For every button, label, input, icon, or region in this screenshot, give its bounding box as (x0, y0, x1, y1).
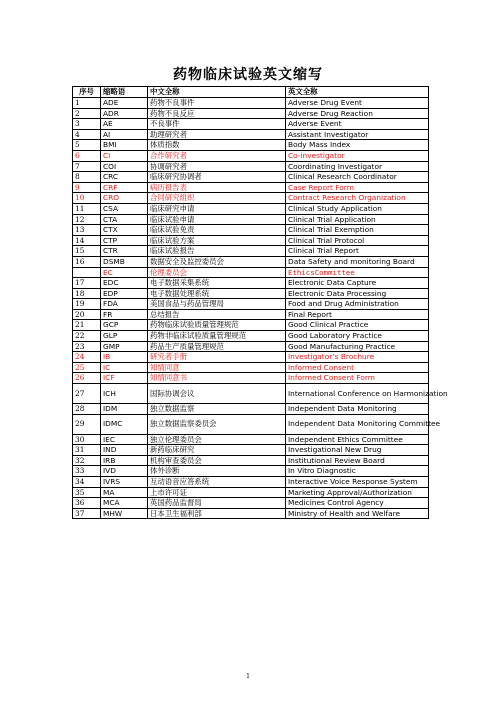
abbreviation-table (72, 86, 448, 519)
table-row (73, 235, 429, 246)
row-english-name: EthicsCommittee (286, 267, 429, 278)
row-english-name: Data Safety and monitoring Board (286, 256, 429, 267)
row-chinese-name: 体外诊断 (148, 466, 286, 477)
row-number: 29 (73, 414, 101, 434)
row-number: 17 (73, 278, 101, 289)
table-row (73, 140, 429, 151)
table-row (73, 498, 429, 509)
row-english-name: Independent Data Monitoring (286, 404, 429, 415)
row-english-name: Adverse Drug Reaction (286, 108, 429, 119)
row-number: 11 (73, 203, 101, 214)
row-chinese-name: 助理研究者 (148, 129, 286, 140)
row-abbreviation: IDMC (101, 414, 148, 434)
row-abbreviation: AE (101, 119, 148, 130)
row-number: 31 (73, 445, 101, 456)
row-number: 37 (73, 508, 101, 519)
row-number: 13 (73, 225, 101, 236)
table-row (73, 129, 429, 140)
row-abbreviation: CI (101, 150, 148, 161)
row-chinese-name: 合同研究组织 (148, 193, 286, 204)
row-english-name: Electronic Data Processing (286, 288, 429, 299)
row-number: 19 (73, 299, 101, 310)
table-row (73, 150, 429, 161)
row-abbreviation: BMI (101, 140, 148, 151)
row-number: 16 (73, 256, 101, 267)
row-abbreviation: AI (101, 129, 148, 140)
table-row (73, 214, 429, 225)
table-row (73, 414, 429, 434)
table-row (73, 256, 429, 267)
table-row (73, 341, 429, 352)
row-english-name: Ministry of Health and Welfare (286, 508, 429, 519)
row-chinese-name: 合作研究者 (148, 150, 286, 161)
row-abbreviation: IND (101, 445, 148, 456)
row-chinese-name: 独立数据监察 (148, 404, 286, 415)
table-row (73, 455, 429, 466)
row-abbreviation: ADR (101, 108, 148, 119)
row-english-name: Informed Consent Form (286, 373, 429, 384)
row-number: 2 (73, 108, 101, 119)
row-abbreviation: IEC (101, 434, 148, 445)
row-abbreviation: GCP (101, 320, 148, 331)
table-row (73, 477, 429, 488)
row-chinese-name: 知情同意书 (148, 373, 286, 384)
row-chinese-name: 药品生产质量管理规范 (148, 341, 286, 352)
row-english-name: Assistant Investigator (286, 129, 429, 140)
row-chinese-name: 知情同意 (148, 362, 286, 373)
row-chinese-name: 临床试验方案 (148, 235, 286, 246)
row-number: 6 (73, 150, 101, 161)
row-english-name: Informed Consent (286, 362, 429, 373)
table-row (73, 362, 429, 373)
table-row (73, 320, 429, 331)
page-title: 药物临床试验英文缩写 (173, 67, 323, 83)
table-row (73, 299, 429, 310)
row-abbreviation: FDA (101, 299, 148, 310)
table-header (73, 87, 429, 98)
row-abbreviation: EDP (101, 288, 148, 299)
row-abbreviation: GLP (101, 331, 148, 342)
table-row (73, 182, 429, 193)
row-abbreviation: ICF (101, 373, 148, 384)
row-english-name: Food and Drug Administration (286, 299, 429, 310)
row-number: 18 (73, 288, 101, 299)
row-abbreviation: GMP (101, 341, 148, 352)
row-abbreviation: CRO (101, 193, 148, 204)
row-number: 7 (73, 161, 101, 172)
table-row (73, 352, 429, 363)
table-row (73, 225, 429, 236)
row-number: 24 (73, 352, 101, 363)
row-number: 28 (73, 404, 101, 415)
row-number: 3 (73, 119, 101, 130)
row-abbreviation: EDC (101, 278, 148, 289)
row-number: 32 (73, 455, 101, 466)
row-chinese-name: 临床试验免责 (148, 225, 286, 236)
row-english-name: Institutional Review Board (286, 455, 429, 466)
row-chinese-name: 不良事件 (148, 119, 286, 130)
table-row (73, 203, 429, 214)
row-chinese-name: 研究者手册 (148, 352, 286, 363)
row-english-name: Contract Research Organization (286, 193, 429, 204)
row-number: 4 (73, 129, 101, 140)
row-abbreviation: MHW (101, 508, 148, 519)
table-row (73, 172, 429, 183)
header-number: 序号 (73, 87, 101, 98)
row-number: 5 (73, 140, 101, 151)
row-chinese-name: 药物临床试验质量管理规范 (148, 320, 286, 331)
row-chinese-name: 药物非临床试验质量管理规范 (148, 331, 286, 342)
row-english-name: Good Laboratory Practice (286, 331, 429, 342)
row-english-name: Clinical Study Application (286, 203, 429, 214)
table-row (73, 373, 429, 384)
row-abbreviation: CTP (101, 235, 148, 246)
row-number: 22 (73, 331, 101, 342)
row-chinese-name: 病历报告表 (148, 182, 286, 193)
table-row (73, 108, 429, 119)
row-english-name: Clinical Trial Application (286, 214, 429, 225)
row-english-name: Good Manufacturing Practice (286, 341, 429, 352)
row-english-name: Medicines Control Agency (286, 498, 429, 509)
row-abbreviation: CTX (101, 225, 148, 236)
row-chinese-name: 电子数据采集系统 (148, 278, 286, 289)
row-english-name: Investigational New Drug (286, 445, 429, 456)
row-chinese-name: 日本卫生福利部 (148, 508, 286, 519)
row-english-name: Co-investigator (286, 150, 429, 161)
table-row (73, 246, 429, 257)
table-row (73, 404, 429, 415)
row-english-name: Independent Ethics Committee (286, 434, 429, 445)
row-english-name: Coordinating Investigator (286, 161, 429, 172)
row-number: 1 (73, 98, 101, 109)
table-row (73, 331, 429, 342)
row-abbreviation: CTA (101, 214, 148, 225)
row-number: 35 (73, 487, 101, 498)
row-abbreviation: IDM (101, 404, 148, 415)
row-number: 21 (73, 320, 101, 331)
row-chinese-name: 独立伦理委员会 (148, 434, 286, 445)
row-chinese-name: 美国食品与药品管理局 (148, 299, 286, 310)
row-abbreviation: DSMB (101, 256, 148, 267)
row-abbreviation: IVD (101, 466, 148, 477)
row-english-name: Body Mass Index (286, 140, 429, 151)
row-number: 25 (73, 362, 101, 373)
row-english-name: Electronic Data Capture (286, 278, 429, 289)
row-chinese-name: 药物不良事件 (148, 98, 286, 109)
table-row (73, 384, 429, 404)
row-number: 23 (73, 341, 101, 352)
row-english-name: Interactive Voice Response System (286, 477, 429, 488)
row-chinese-name: 上市许可证 (148, 487, 286, 498)
row-chinese-name: 药物不良反应 (148, 108, 286, 119)
table-row (73, 161, 429, 172)
row-abbreviation: IRB (101, 455, 148, 466)
row-english-name: Adverse Event (286, 119, 429, 130)
row-number: 9 (73, 182, 101, 193)
row-number: 8 (73, 172, 101, 183)
row-english-name: Adverse Drug Event (286, 98, 429, 109)
row-chinese-name: 机构审查委员会 (148, 455, 286, 466)
row-abbreviation: IC (101, 362, 148, 373)
row-english-name: Marketing Approval/Authorization (286, 487, 429, 498)
row-abbreviation: CRC (101, 172, 148, 183)
row-chinese-name: 临床试验申请 (148, 214, 286, 225)
row-abbreviation: COI (101, 161, 148, 172)
table-header-row (73, 87, 429, 98)
header-chinese-name: 中文全称 (148, 87, 286, 98)
row-chinese-name: 临床研究申请 (148, 203, 286, 214)
row-number: 10 (73, 193, 101, 204)
row-chinese-name: 体质指数 (148, 140, 286, 151)
row-english-name: Investigator’s Brochure (286, 352, 429, 363)
row-chinese-name: 临床研究协调者 (148, 172, 286, 183)
row-abbreviation: ICH (101, 384, 148, 404)
row-english-name: Clinical Research Coordinator (286, 172, 429, 183)
row-number: 27 (73, 384, 101, 404)
header-english-name: 英文全称 (286, 87, 429, 98)
row-number: 15 (73, 246, 101, 257)
table-row (73, 288, 429, 299)
table-row (73, 267, 429, 278)
row-chinese-name: 英国药品监督局 (148, 498, 286, 509)
table-row (73, 487, 429, 498)
row-number (73, 267, 101, 278)
row-number: 20 (73, 309, 101, 320)
page-number: 1 (246, 673, 250, 680)
table-row (73, 309, 429, 320)
row-english-name: Clinical Trial Exemption (286, 225, 429, 236)
row-chinese-name: 临床试验报告 (148, 246, 286, 257)
table-row (73, 193, 429, 204)
table-row (73, 119, 429, 130)
row-english-name: Final Report (286, 309, 429, 320)
row-number: 36 (73, 498, 101, 509)
row-english-name: International Conference on Harmonization (286, 384, 429, 404)
row-chinese-name: 互动语音应答系统 (148, 477, 286, 488)
row-english-name: Clinical Trial Report (286, 246, 429, 257)
row-english-name: In Vitro Diagnostic (286, 466, 429, 477)
row-abbreviation: IVRS (101, 477, 148, 488)
row-english-name: Case Report Form (286, 182, 429, 193)
row-abbreviation: MCA (101, 498, 148, 509)
header-abbreviation: 缩略语 (101, 87, 148, 98)
row-english-name: Independent Data Monitoring Committee (286, 414, 429, 434)
row-number: 26 (73, 373, 101, 384)
row-abbreviation: MA (101, 487, 148, 498)
row-chinese-name: 协调研究者 (148, 161, 286, 172)
table-row (73, 445, 429, 456)
row-chinese-name: 伦理委员会 (148, 267, 286, 278)
table-row (73, 466, 429, 477)
row-abbreviation: CTR (101, 246, 148, 257)
row-number: 34 (73, 477, 101, 488)
row-abbreviation: ADE (101, 98, 148, 109)
row-number: 14 (73, 235, 101, 246)
row-chinese-name: 新药临床研究 (148, 445, 286, 456)
row-abbreviation: FR (101, 309, 148, 320)
row-chinese-name: 数据安全及监控委员会 (148, 256, 286, 267)
row-chinese-name: 总结报告 (148, 309, 286, 320)
row-number: 30 (73, 434, 101, 445)
table-row (73, 434, 429, 445)
row-abbreviation: CRF (101, 182, 148, 193)
row-english-name: Clinical Trial Protocol (286, 235, 429, 246)
table-row (73, 278, 429, 289)
row-abbreviation: IB (101, 352, 148, 363)
row-abbreviation: EC (101, 267, 148, 278)
row-chinese-name: 独立数据监察委员会 (148, 414, 286, 434)
table-body (73, 98, 448, 519)
table-row (73, 508, 429, 519)
row-chinese-name: 国际协调会议 (148, 384, 286, 404)
row-number: 12 (73, 214, 101, 225)
row-english-name: Good Clinical Practice (286, 320, 429, 331)
table-row (73, 98, 429, 109)
row-abbreviation: CSA (101, 203, 148, 214)
row-chinese-name: 电子数据处理系统 (148, 288, 286, 299)
row-number: 33 (73, 466, 101, 477)
